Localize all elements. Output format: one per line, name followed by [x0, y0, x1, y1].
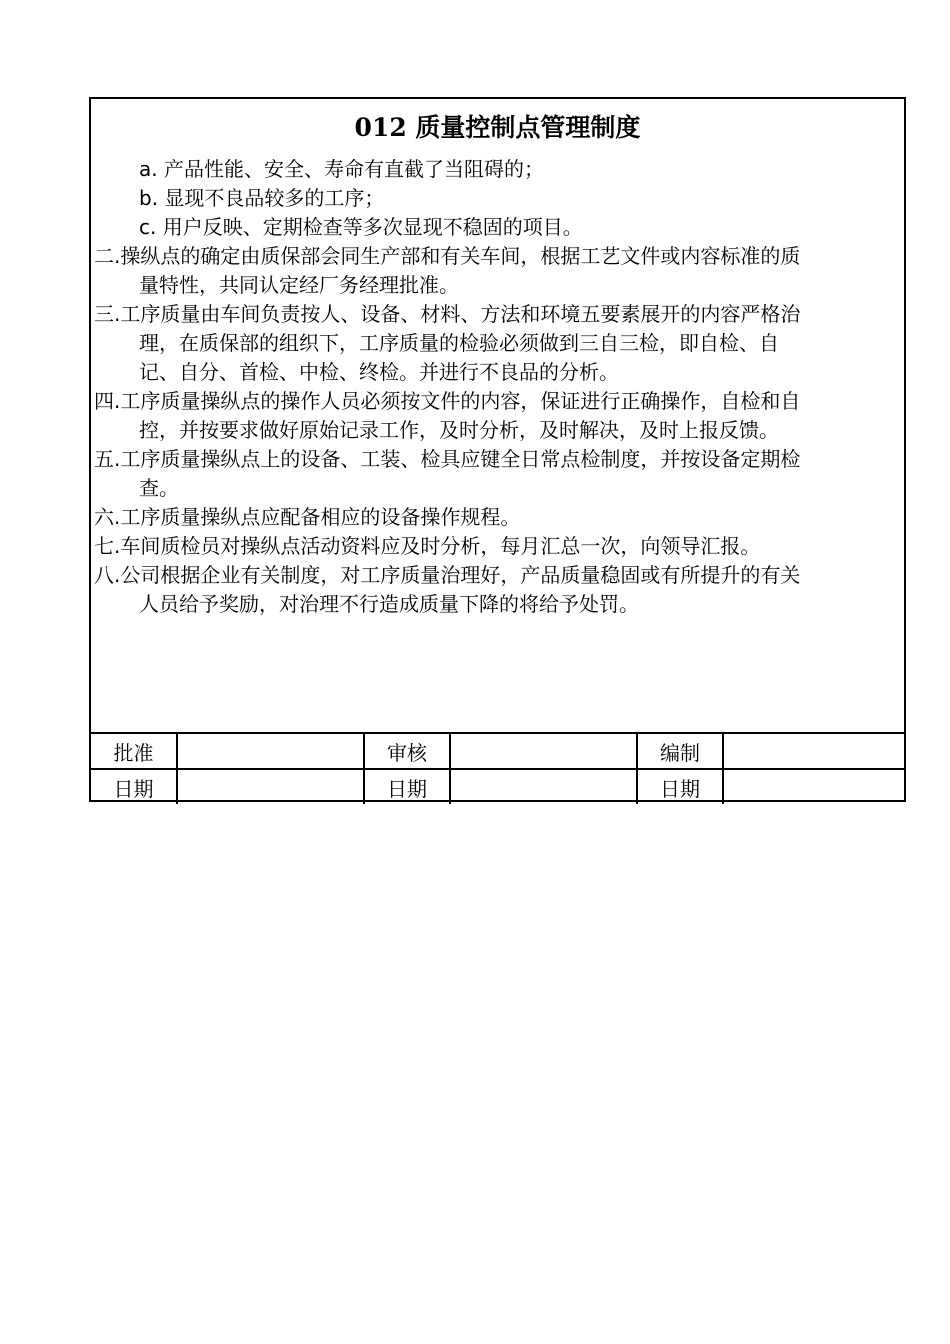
compile-field[interactable] [723, 733, 904, 769]
approve-date-label: 日期 [91, 769, 177, 804]
clause-2-continuation: 量特性，共同认定经厂务经理批准。 [139, 273, 459, 297]
clause-8-continuation: 人员给予奖励，对治理不行造成质量下降的将给予处罚。 [139, 592, 639, 616]
clause-6 [94, 503, 900, 532]
document-frame [89, 97, 906, 802]
signature-row [91, 733, 904, 769]
date-row [91, 769, 904, 804]
clause-7 [94, 532, 900, 561]
sub-item-c: c. 用户反映、定期检查等多次显现不稳固的项目。 [139, 215, 583, 239]
clause-8-text: 八.公司根据企业有关制度，对工序质量治理好，产品质量稳固或有所提升的有关 [94, 563, 801, 587]
document-title: 012 质量控制点管理制度 [354, 113, 641, 142]
signature-table [91, 732, 904, 804]
clause-2-text: 二.操纵点的确定由质保部会同生产部和有关车间，根据工艺文件或内容标准的质 [94, 244, 801, 268]
clause-6-text: 六.工序质量操纵点应配备相应的设备操作规程。 [94, 505, 521, 529]
clause-5-continuation: 查。 [139, 476, 179, 500]
clause-3-continuation-1: 理，在质保部的组织下，工序质量的检验必须做到三自三检，即自检、自 [139, 331, 779, 355]
document-body [94, 155, 900, 619]
review-date-field[interactable] [450, 769, 637, 804]
clause-4-continuation: 控，并按要求做好原始记录工作，及时分析，及时解决，及时上报反馈。 [139, 418, 779, 442]
clause-5-text: 五.工序质量操纵点上的设备、工装、检具应键全日常点检制度，并按设备定期检 [94, 447, 801, 471]
clause-7-text: 七.车间质检员对操纵点活动资料应及时分析，每月汇总一次，向领导汇报。 [94, 534, 761, 558]
clause-5 [94, 445, 900, 503]
sub-item-b: b. 显现不良品较多的工序； [139, 186, 385, 210]
approve-date-field[interactable] [177, 769, 364, 804]
clause-4-text: 四.工序质量操纵点的操作人员必须按文件的内容，保证进行正确操作，自检和自 [94, 389, 801, 413]
clause-3 [94, 300, 900, 387]
approve-label: 批准 [91, 733, 177, 769]
compile-label: 编制 [637, 733, 723, 769]
sub-item-a: a. 产品性能、安全、寿命有直截了当阻碍的； [139, 157, 544, 181]
clause-3-text: 三.工序质量由车间负责按人、设备、材料、方法和环境五要素展开的内容严格治 [94, 302, 801, 326]
clause-3-continuation-2: 记、自分、首检、中检、终检。并进行不良品的分析。 [139, 360, 619, 384]
review-date-label: 日期 [364, 769, 450, 804]
review-field[interactable] [450, 733, 637, 769]
approve-field[interactable] [177, 733, 364, 769]
review-label: 审核 [364, 733, 450, 769]
clause-8 [94, 561, 900, 619]
clause-2 [94, 242, 900, 300]
compile-date-label: 日期 [637, 769, 723, 804]
clause-4 [94, 387, 900, 445]
compile-date-field[interactable] [723, 769, 904, 804]
